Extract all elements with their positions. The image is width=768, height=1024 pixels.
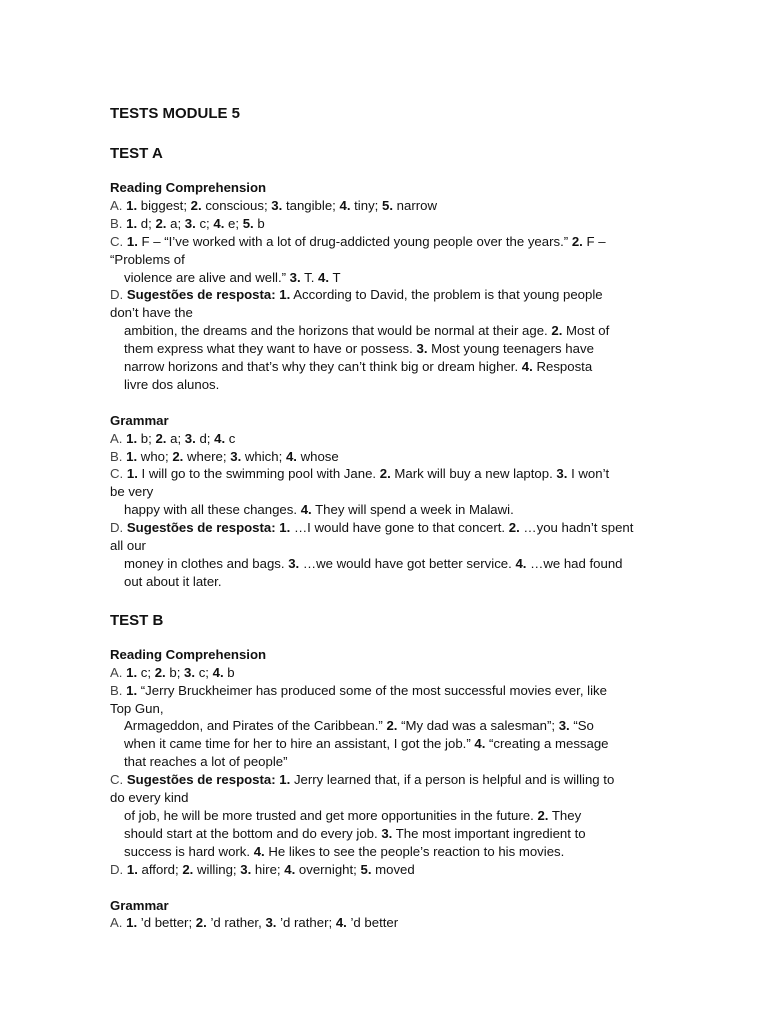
answer-text: a; (166, 430, 185, 446)
answer-text: do every kind (110, 790, 189, 806)
answer-line (110, 664, 670, 682)
answer-text: moved (371, 861, 415, 877)
answer-text: The most important ingredient to (392, 825, 586, 841)
spacer (110, 879, 670, 897)
section-heading: Reading Comprehension (110, 646, 267, 662)
answer-text: Most of (562, 323, 610, 339)
answer-number: 4. (285, 448, 297, 464)
answer-text: “Problems of (110, 251, 185, 267)
page-title: TESTS MODULE 5 (110, 105, 241, 122)
answer-text: hire; (251, 861, 285, 877)
answer-number: 2. (508, 520, 520, 536)
answer-line (110, 448, 670, 466)
answer-number: 3. (288, 556, 300, 572)
answer-number: 3. (416, 341, 428, 357)
answer-text: a; (166, 215, 185, 231)
answer-text: “My dad was a salesman”; (397, 718, 559, 734)
answer-number: 4. (213, 215, 225, 231)
answer-text: T. (300, 269, 319, 285)
answer-line (110, 555, 670, 573)
answer-number: Sugestões de resposta: 1. (126, 772, 291, 788)
answer-text: c; (137, 664, 155, 680)
answer-number: 4. (474, 736, 486, 752)
test-block (110, 610, 670, 932)
answer-text: Resposta (532, 359, 593, 375)
answer-text: money in clothes and bags. (124, 556, 289, 572)
answer-line (110, 286, 670, 304)
answer-text: F – “I’ve worked with a lot of drug-addicted young people over the years.” (137, 233, 572, 249)
answer-number: 1. (126, 448, 138, 464)
answer-text: afford; (137, 861, 183, 877)
item-letter: C. (110, 772, 127, 788)
answer-text: They (548, 807, 582, 823)
section-block (110, 412, 670, 591)
answer-text: I won’t (567, 466, 610, 482)
answer-number: 4. (515, 556, 527, 572)
answer-text: c; (195, 664, 213, 680)
answer-text: They will spend a week in Malawi. (311, 502, 514, 518)
answer-line (110, 914, 670, 932)
answer-text: c; (195, 215, 214, 231)
answer-number: 4. (521, 359, 533, 375)
answer-number: 4. (212, 664, 224, 680)
test-heading: TEST B (110, 611, 164, 629)
answer-line (110, 483, 670, 501)
item-letter: B. (110, 448, 127, 464)
answer-number: 1. (126, 197, 138, 213)
answer-line (110, 269, 670, 287)
item-letter: A. (110, 915, 127, 931)
section-heading: Grammar (110, 897, 169, 913)
answer-line (110, 753, 670, 771)
answer-number: 2. (571, 233, 583, 249)
answer-text: Armageddon, and Pirates of the Caribbean.” (124, 718, 387, 734)
answer-text: d; (137, 215, 156, 231)
answer-number: 1. (126, 861, 138, 877)
answer-number: 2. (154, 664, 166, 680)
answer-number: 1. (126, 430, 138, 446)
answer-line (110, 358, 670, 376)
answer-number: 3. (184, 430, 196, 446)
answer-text: overnight; (295, 861, 361, 877)
answer-text: which; (241, 448, 286, 464)
answer-text: success is hard work. (124, 843, 254, 859)
answer-number: 3. (184, 664, 196, 680)
answer-text: where; (183, 448, 231, 464)
answer-number: 3. (381, 825, 393, 841)
answer-text: Mark will buy a new laptop. (390, 466, 557, 482)
answer-number: 3. (271, 197, 283, 213)
answer-line (110, 519, 670, 537)
section-heading: Reading Comprehension (110, 180, 267, 195)
answer-number: 3. (230, 448, 242, 464)
answer-line (110, 789, 670, 807)
section-heading: Grammar (110, 412, 169, 428)
answer-number: 2. (155, 430, 167, 446)
answer-number: 4. (214, 430, 226, 446)
section-block (110, 646, 670, 879)
answer-text: narrow (393, 197, 437, 213)
answer-text: ’d better; (137, 915, 196, 931)
item-letter: D. (110, 861, 127, 877)
answer-number: Sugestões de resposta: 1. (126, 287, 291, 303)
answer-line (110, 825, 670, 843)
answer-number: 2. (537, 807, 549, 823)
answer-text: tangible; (282, 197, 340, 213)
answer-text: “creating a message (485, 736, 609, 752)
answer-text: whose (296, 448, 339, 464)
answer-number: 2. (379, 466, 391, 482)
answer-text: don’t have the (110, 305, 193, 321)
answer-number: 3. (558, 718, 570, 734)
answer-number: 1. (126, 466, 138, 482)
answer-text: narrow horizons and that’s why they can’t think big or dream higher. (124, 359, 522, 375)
spacer (110, 591, 670, 610)
answer-number: 4. (339, 197, 351, 213)
answer-text: F – (582, 233, 606, 249)
answer-text: who; (137, 448, 173, 464)
answer-line (110, 807, 670, 825)
answer-line (110, 376, 670, 394)
answer-text: …we had found (526, 556, 623, 572)
answer-number: 2. (551, 323, 563, 339)
answer-number: 2. (386, 718, 398, 734)
answer-line (110, 501, 670, 519)
answer-number: 5. (242, 215, 254, 231)
spacer (110, 394, 670, 412)
answer-number: 2. (190, 197, 202, 213)
answer-text: …I would have gone to that concert. (290, 520, 509, 536)
answer-text: conscious; (201, 197, 272, 213)
answer-number: 3. (265, 915, 277, 931)
answer-text: happy with all these changes. (124, 502, 301, 518)
answer-text: ambition, the dreams and the horizons that would be normal at their age. (124, 323, 552, 339)
answer-line (110, 717, 670, 735)
answer-text: b (223, 664, 235, 680)
answer-text: e; (224, 215, 243, 231)
item-letter: D. (110, 287, 127, 303)
answer-number: 1. (126, 215, 138, 231)
answer-line (110, 340, 670, 358)
answer-number: 3. (240, 861, 252, 877)
answer-line (110, 537, 670, 555)
answer-text: I will go to the swimming pool with Jane. (137, 466, 380, 482)
answer-line (110, 771, 670, 789)
answer-number: 4. (300, 502, 312, 518)
document-body (110, 103, 670, 932)
answer-line (110, 861, 670, 879)
answer-text: willing; (193, 861, 241, 877)
answer-text: b (253, 215, 265, 231)
tests-container (110, 143, 670, 932)
answer-number: 1. (126, 915, 138, 931)
answer-number: 4. (284, 861, 296, 877)
answer-number: 4. (335, 915, 347, 931)
answer-text: …you hadn’t spent (519, 520, 634, 536)
answer-text: be very (110, 484, 154, 500)
answer-line (110, 304, 670, 322)
answer-line (110, 682, 670, 700)
answer-number: 2. (172, 448, 184, 464)
answer-number: 3. (184, 215, 196, 231)
item-letter: A. (110, 430, 127, 446)
answer-line (110, 465, 670, 483)
answer-text: violence are alive and well.” (124, 269, 290, 285)
item-letter: D. (110, 520, 127, 536)
answer-text: “Jerry Bruckheimer has produced some of the most successful movies ever, like (137, 682, 607, 698)
item-letter: B. (110, 682, 127, 698)
item-letter: C. (110, 233, 127, 249)
answer-line (110, 251, 670, 269)
test-block (110, 143, 670, 610)
answer-text: According to David, the problem is that young people (290, 287, 603, 303)
answer-number: 5. (382, 197, 393, 213)
answer-text: when it came time for her to hire an assistant, I got the job.” (124, 736, 475, 752)
answer-number: 1. (126, 664, 138, 680)
answer-line (110, 233, 670, 251)
answer-text: c (225, 430, 236, 446)
answer-text: He likes to see the people’s reaction to his movies. (264, 843, 565, 859)
answer-text: ’d better (346, 915, 399, 931)
section-block (110, 897, 670, 933)
answer-line (110, 735, 670, 753)
answer-line (110, 197, 670, 215)
item-letter: A. (110, 197, 127, 213)
answer-text: Most young teenagers have (427, 341, 594, 357)
answer-line (110, 700, 670, 718)
answer-text: “So (569, 718, 594, 734)
answer-line (110, 573, 670, 591)
answer-number: 1. (126, 233, 138, 249)
answer-number: 4. (318, 269, 330, 285)
answer-number: 3. (289, 269, 301, 285)
answer-text: b; (165, 664, 185, 680)
test-heading: TEST A (110, 145, 163, 162)
answer-line (110, 430, 670, 448)
answer-text: b; (137, 430, 156, 446)
answer-text: livre dos alunos. (124, 376, 220, 392)
answer-text: ’d rather, (206, 915, 266, 931)
answer-number: Sugestões de resposta: 1. (126, 520, 291, 536)
answer-text: Top Gun, (110, 700, 164, 716)
answer-number: 2. (155, 215, 167, 231)
answer-text: Jerry learned that, if a person is helpful and is willing to (290, 772, 615, 788)
answer-text: of job, he will be more trusted and get more opportunities in the future. (124, 807, 538, 823)
answer-text: out about it later. (124, 573, 222, 589)
section-block (110, 179, 670, 394)
answer-text: them express what they want to have or possess. (124, 341, 417, 357)
answer-text: should start at the bottom and do every job. (124, 825, 382, 841)
answer-text: ’d rather; (276, 915, 336, 931)
answer-text: T (329, 269, 341, 285)
answer-text: d; (195, 430, 215, 446)
answer-line (110, 215, 670, 233)
answer-text: all our (110, 538, 146, 554)
answer-text: biggest; (137, 197, 191, 213)
answer-number: 2. (195, 915, 207, 931)
item-letter: B. (110, 215, 127, 231)
answer-text: tiny; (350, 197, 382, 213)
answer-number: 1. (126, 682, 138, 698)
item-letter: C. (110, 466, 127, 482)
answer-number: 5. (360, 861, 372, 877)
item-letter: A. (110, 664, 127, 680)
answer-text: that reaches a lot of people” (124, 754, 288, 770)
answer-text: …we would have got better service. (299, 556, 516, 572)
answer-number: 2. (182, 861, 194, 877)
answer-line (110, 843, 670, 861)
answer-number: 4. (253, 843, 265, 859)
answer-line (110, 322, 670, 340)
answer-number: 3. (556, 466, 568, 482)
